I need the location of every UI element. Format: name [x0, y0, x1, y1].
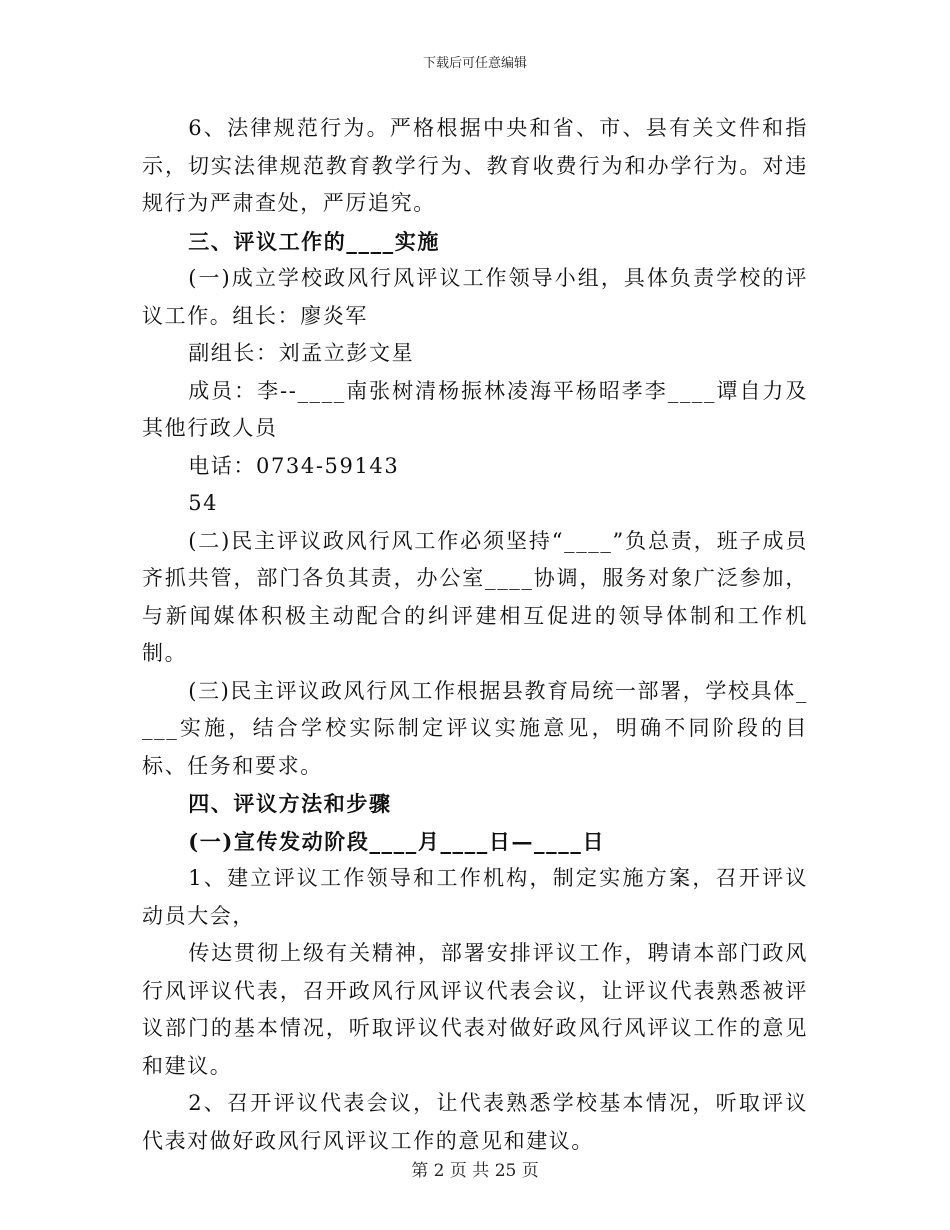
subheading-publicity-stage: (一)宣传发动阶段____月____日—____日 [188, 828, 606, 854]
paragraph-phone-continued: 54 [188, 491, 219, 515]
page-number: 第 2 页 共 25 页 [411, 1161, 539, 1181]
paragraph-legal-conduct: 6、法律规范行为。严格根据中央和省、市、县有关文件和指示，切实法律规范教育教学行为、教育收费行为和办学行为。对违规行为严肃查处，严厉追究。 [142, 116, 808, 215]
paragraph-step-2: 2、召开评议代表会议，让代表熟悉学校基本情况，听取评议代表对做好政风行风评议工作的意见和建议。 [142, 1091, 808, 1153]
paragraph-leading-group: (一)成立学校政风行风评议工作领导小组，具体负责学校的评议工作。组长：廖炎军 [142, 266, 808, 328]
paragraph-deputy-leaders: 副组长：刘孟立彭文星 [188, 341, 415, 365]
page-header-note: 下载后可任意编辑 [422, 56, 527, 71]
section-heading-evaluation-implementation: 三、评议工作的____实施 [188, 228, 440, 254]
paragraph-members: 成员：李--____南张树清杨振林凌海平杨昭孝李____谭自力及其他行政人员 [142, 378, 808, 440]
paragraph-deployment: (三)民主评议政风行风工作根据县教育局统一部署，学校具体____实施，结合学校实际制定评议实施意见，明确不同阶段的目标、任务和要求。 [142, 678, 808, 778]
paragraph-leadership-mechanism: (二)民主评议政风行风工作必须坚持“____”负总责，班子成员齐抓共管，部门各负其责，办公室____协调，服务对象广泛参加，与新闻媒体积极主动配合的纠评建相互促进的领导体制和工作机制。 [142, 528, 808, 665]
document-body [142, 110, 808, 1160]
section-heading-methods-steps: 四、评议方法和步骤 [188, 791, 392, 816]
paragraph-step-1-detail: 传达贯彻上级有关精神，部署安排评议工作，聘请本部门政风行风评议代表，召开政风行风评议代表会议，让评议代表熟悉被评议部门的基本情况，听取评议代表对做好政风行风评议工作的意见和建议。 [142, 941, 808, 1078]
paragraph-phone: 电话：0734-59143 [188, 453, 400, 478]
paragraph-step-1: 1、建立评议工作领导和工作机构，制定实施方案，召开评议动员大会， [142, 866, 808, 928]
